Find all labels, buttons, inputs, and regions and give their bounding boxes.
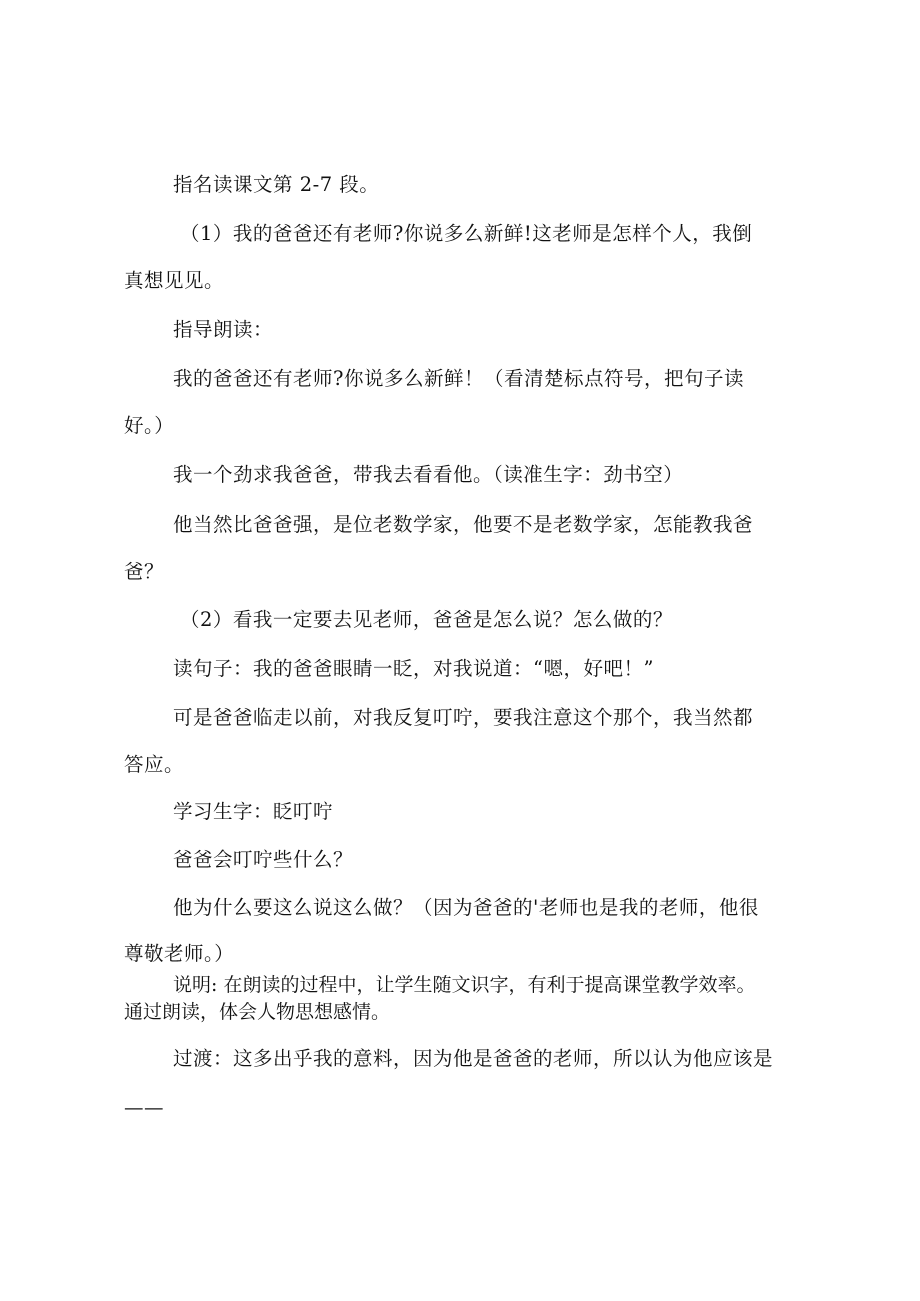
note-line: 通过朗读，体会人物思想感情。: [124, 1001, 391, 1023]
paragraph-line: 我的爸爸还有老师?你说多么新鲜！（看清楚标点符号，把句子读: [173, 367, 744, 390]
paragraph-line: 可是爸爸临走以前，对我反复叮咛，要我注意这个那个，我当然都: [173, 706, 754, 729]
paragraph-line: 好。）: [124, 414, 175, 437]
paragraph-line: （1）我的爸爸还有老师?你说多么新鲜!这老师是怎样个人，我倒: [180, 222, 753, 245]
paragraph-line: 他为什么要这么说这么做？（因为爸爸的'老师也是我的老师，他很: [173, 896, 759, 919]
paragraph-line: 尊敬老师。）: [124, 942, 235, 965]
note-line: 说明: 在朗读的过程中，让学生随文识字，有利于提高课堂教学效率。: [173, 974, 756, 996]
paragraph-line: 学习生字：眨叮咛: [173, 800, 334, 823]
paragraph-line: 我一个劲求我爸爸，带我去看看他。（读准生字：劲书空）: [173, 463, 684, 486]
paragraph-line: 指名读课文第 2-7 段。: [173, 173, 380, 196]
paragraph-line: 爸爸会叮咛些什么？: [173, 848, 354, 871]
paragraph-line: 读句子：我的爸爸眼睛一眨，对我说道：“嗯，好吧！”: [173, 657, 654, 680]
paragraph-line: 答应。: [124, 753, 185, 776]
paragraph-line: 爸？: [124, 560, 165, 583]
paragraph-line: 过渡：这多出乎我的意料，因为他是爸爸的老师，所以认为他应该是: [173, 1047, 774, 1070]
paragraph-line: 指导朗读：: [173, 318, 274, 341]
paragraph-line: ——: [124, 1096, 164, 1119]
paragraph-line: 他当然比爸爸强，是位老数学家，他要不是老数学家，怎能教我爸: [173, 513, 754, 536]
paragraph-line: 真想见见。: [124, 269, 225, 292]
paragraph-line: （2）看我一定要去见老师，爸爸是怎么说？怎么做的？: [180, 608, 673, 631]
